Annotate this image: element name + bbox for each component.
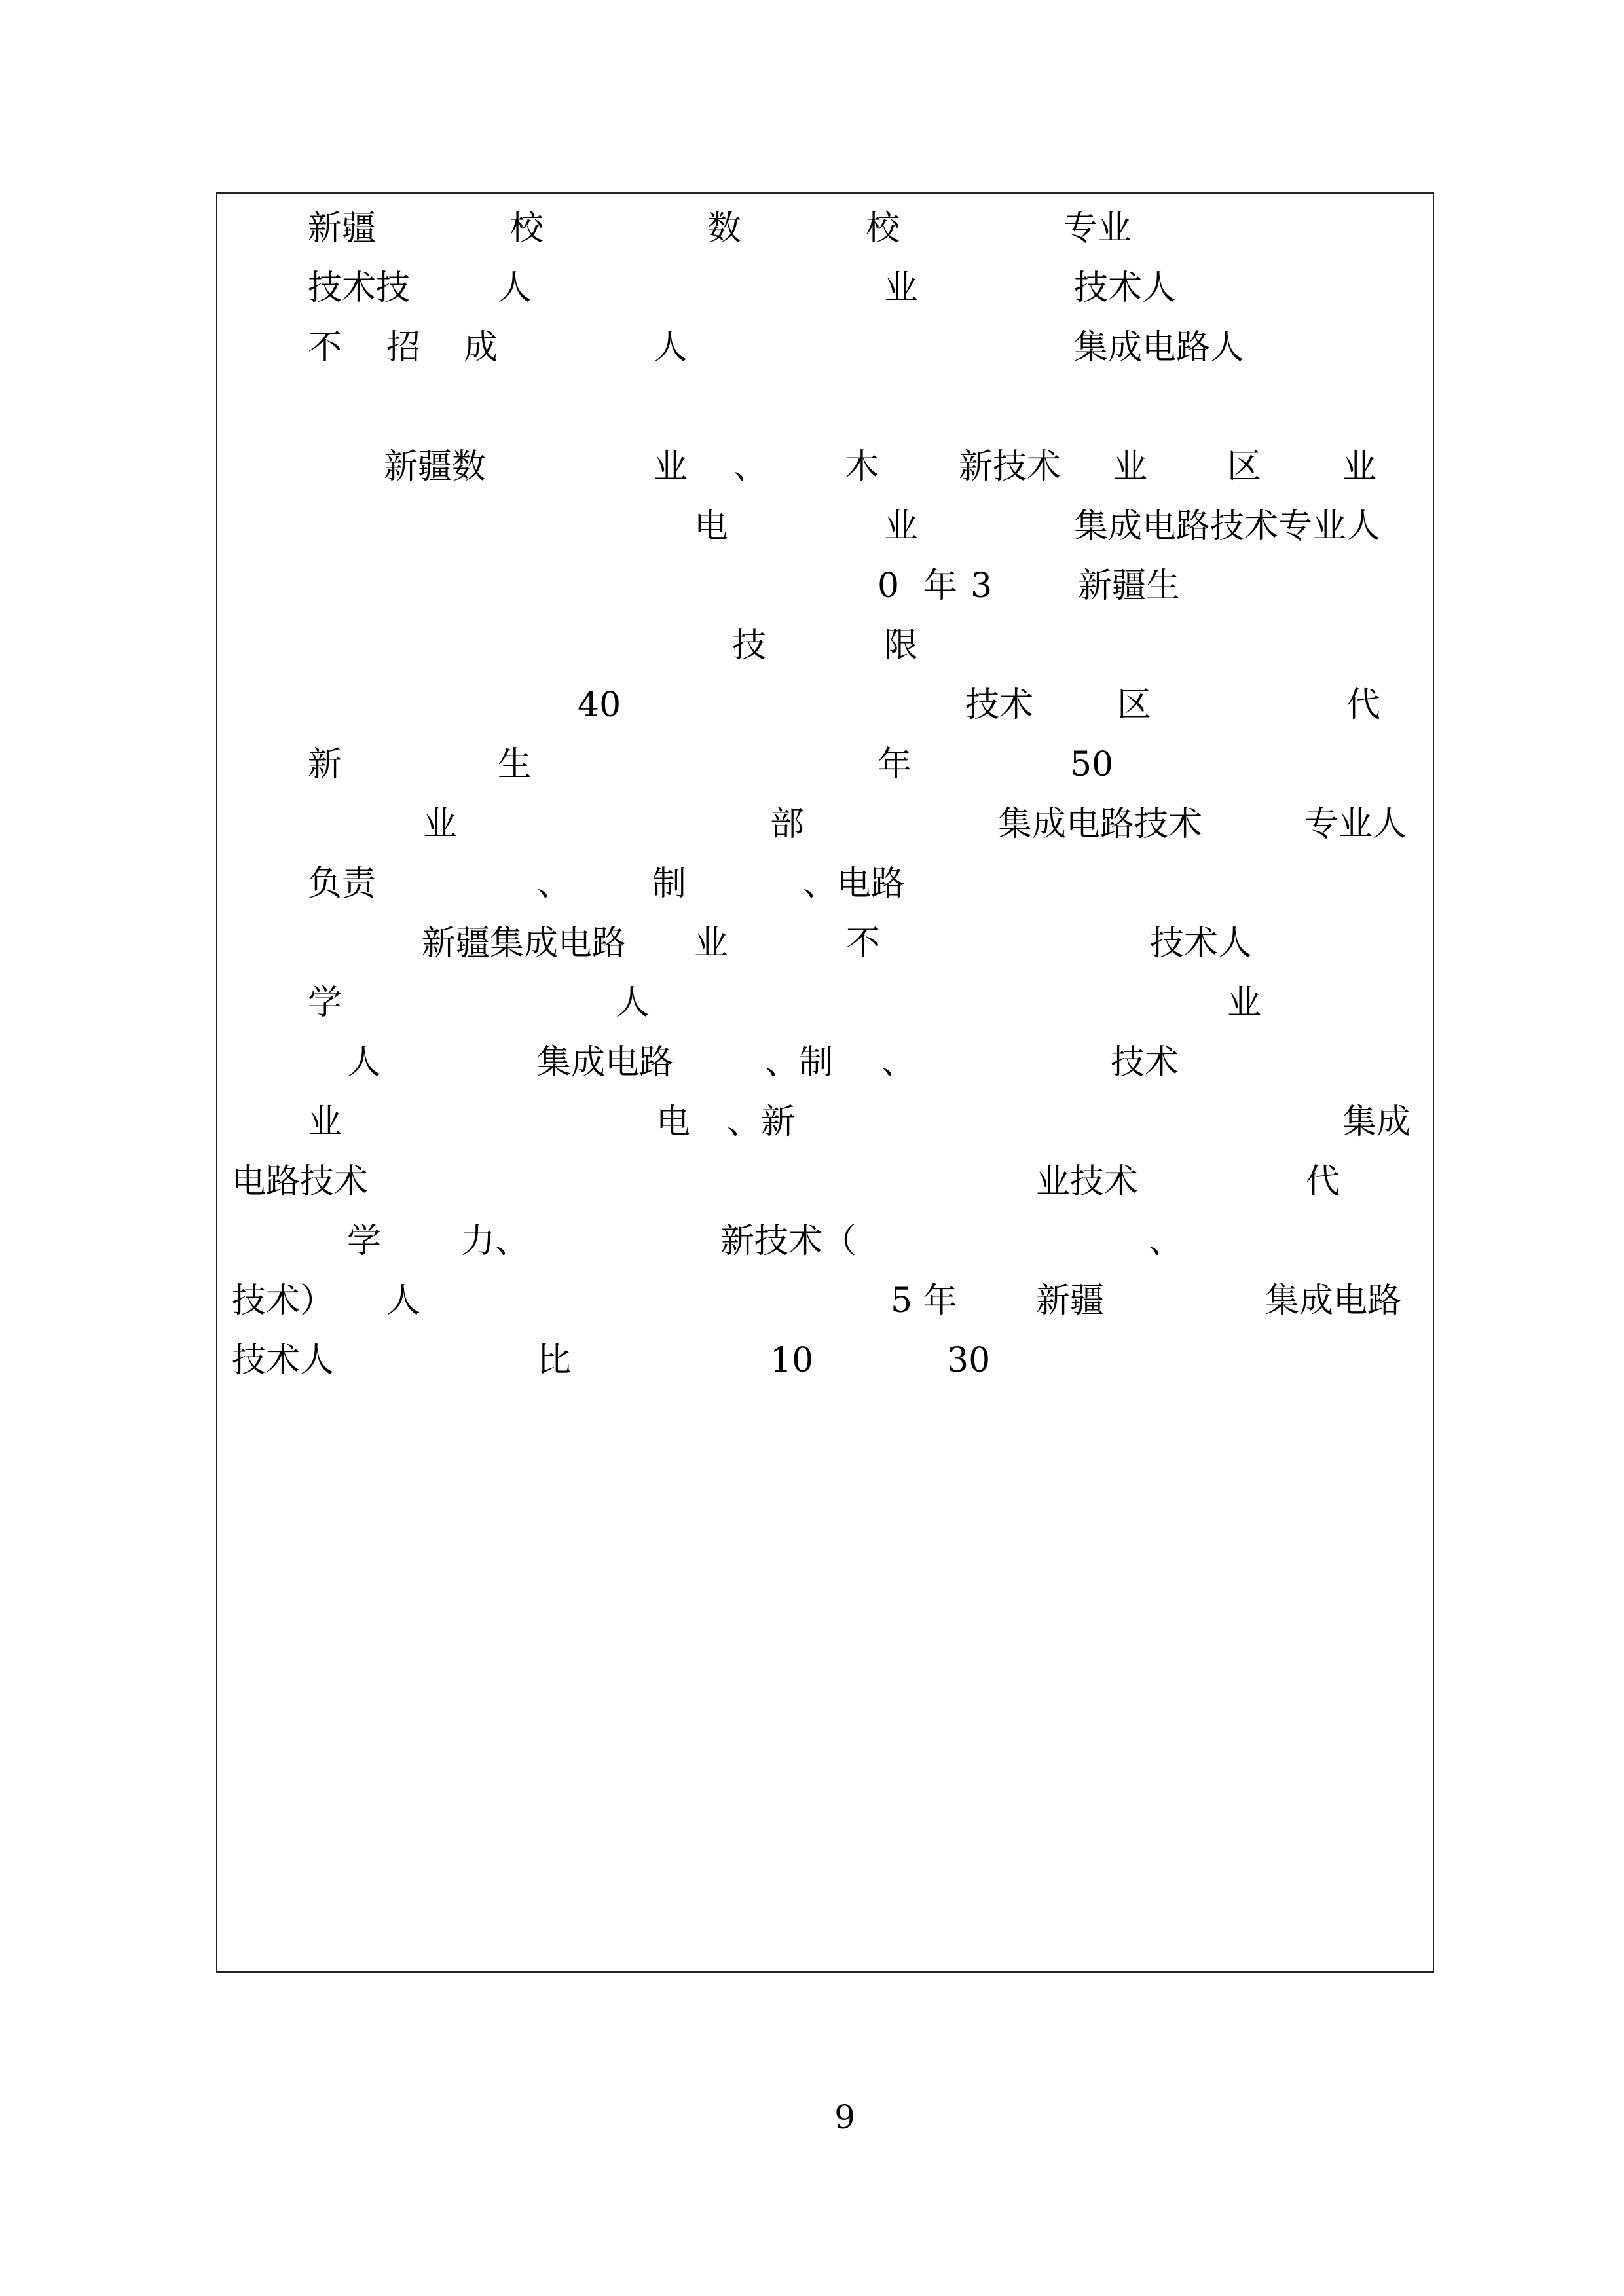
text-line <box>0 1042 1624 1102</box>
text-line <box>0 744 1624 805</box>
text-fragment: 学 <box>347 1222 382 1261</box>
text-fragment: 集成电路技术 <box>998 805 1203 844</box>
text-fragment: 业 <box>1113 447 1148 486</box>
text-fragment: 校 <box>509 209 544 248</box>
text-fragment: 10 <box>770 1341 814 1380</box>
text-fragment: 3 <box>970 566 993 606</box>
text-line <box>0 864 1624 924</box>
text-fragment: 30 <box>947 1341 991 1380</box>
text-fragment: 业 <box>1342 447 1377 486</box>
text-fragment: 新疆 <box>1036 1281 1105 1321</box>
text-fragment: 技 <box>732 626 767 665</box>
text-line <box>0 804 1624 864</box>
text-fragment: 集成 <box>1342 1102 1411 1142</box>
text-line <box>0 923 1624 983</box>
text-line <box>0 1161 1624 1222</box>
text-fragment: 木 <box>845 447 879 486</box>
text-fragment: 代 <box>1306 1162 1340 1201</box>
text-fragment: 人 <box>616 983 650 1023</box>
text-line <box>0 1102 1624 1162</box>
text-fragment: 业 <box>884 268 919 308</box>
text-line <box>0 268 1624 328</box>
text-fragment: 技术 <box>1111 1043 1179 1082</box>
text-fragment: 数 <box>707 209 742 248</box>
text-fragment: 50 <box>1070 745 1114 784</box>
text-fragment: 不 <box>308 328 342 367</box>
text-fragment: 负责 <box>308 864 377 903</box>
text-fragment: 新疆数 <box>384 447 487 486</box>
text-fragment: 、 <box>537 864 572 903</box>
text-fragment: 部 <box>770 805 805 844</box>
text-line <box>0 506 1624 566</box>
text-line <box>0 1281 1624 1341</box>
text-fragment: 新疆生 <box>1078 566 1181 606</box>
text-fragment: 、 <box>1149 1222 1183 1261</box>
text-fragment: 人 <box>654 328 688 367</box>
text-fragment: 校 <box>866 209 900 248</box>
text-fragment: 比 <box>537 1341 572 1380</box>
text-fragment: 年 <box>877 745 912 784</box>
text-fragment: 生 <box>498 745 532 784</box>
text-fragment: 技术 <box>965 685 1034 725</box>
text-fragment: 技术人 <box>1150 924 1253 963</box>
text-fragment: 新技术（ <box>720 1222 857 1261</box>
page-number: 9 <box>834 2098 855 2136</box>
text-fragment: 业 <box>423 805 458 844</box>
text-fragment: 区 <box>1227 447 1262 486</box>
text-fragment: 制 <box>652 864 687 903</box>
text-fragment: 、 <box>881 1043 916 1082</box>
text-line <box>0 1340 1624 1400</box>
text-fragment: 专业人 <box>1304 805 1407 844</box>
text-fragment: 集成电路 <box>537 1043 674 1082</box>
text-fragment: 力、 <box>461 1222 530 1261</box>
text-line <box>0 208 1624 268</box>
text-fragment: 集成电路技术专业人 <box>1074 507 1381 546</box>
text-fragment: 、电路 <box>803 864 906 903</box>
text-fragment: 技术人 <box>1074 268 1177 308</box>
text-fragment: 代 <box>1346 685 1381 725</box>
text-fragment: 业技术 <box>1036 1162 1139 1201</box>
text-fragment: 限 <box>884 626 919 665</box>
text-fragment: 技术） <box>232 1281 335 1321</box>
text-fragment: 学 <box>308 983 342 1023</box>
text-fragment: 区 <box>1117 685 1152 725</box>
text-fragment: 、新 <box>727 1102 796 1142</box>
text-fragment: 技术人 <box>232 1341 335 1380</box>
text-fragment: 成 <box>464 328 498 367</box>
text-fragment: 新 <box>308 745 342 784</box>
text-fragment: 、 <box>733 447 768 486</box>
text-fragment: 5 年 <box>891 1281 957 1321</box>
text-fragment: 业 <box>694 924 729 963</box>
text-fragment: 新疆 <box>308 209 377 248</box>
text-line <box>0 625 1624 685</box>
text-fragment: 技术技 <box>308 268 411 308</box>
text-line <box>0 446 1624 507</box>
text-fragment: 电 <box>656 1102 691 1142</box>
text-fragment: 业 <box>884 507 919 546</box>
text-fragment: 专业 <box>1063 209 1132 248</box>
text-fragment: 40 <box>578 685 621 725</box>
text-fragment: 人 <box>347 1043 382 1082</box>
text-line <box>0 566 1624 626</box>
text-fragment: 招 <box>386 328 421 367</box>
text-line <box>0 327 1624 388</box>
text-line <box>0 1221 1624 1281</box>
text-fragment: 人 <box>498 268 532 308</box>
text-line <box>0 685 1624 745</box>
text-fragment: 年 <box>923 566 958 606</box>
text-fragment: 集成电路人 <box>1074 328 1245 367</box>
text-fragment: 电路技术 <box>232 1162 369 1201</box>
text-fragment: 新技术 <box>959 447 1061 486</box>
text-fragment: 人 <box>386 1281 421 1321</box>
text-fragment: 0 <box>877 566 900 606</box>
text-fragment: 业 <box>654 447 688 486</box>
text-fragment: 、制 <box>765 1043 834 1082</box>
text-fragment: 业 <box>1227 983 1262 1023</box>
text-line <box>0 983 1624 1043</box>
text-fragment: 不 <box>846 924 881 963</box>
text-fragment: 新疆集成电路 <box>422 924 627 963</box>
text-fragment: 业 <box>308 1102 342 1142</box>
text-fragment: 电 <box>694 507 729 546</box>
text-fragment: 集成电路 <box>1265 1281 1402 1321</box>
